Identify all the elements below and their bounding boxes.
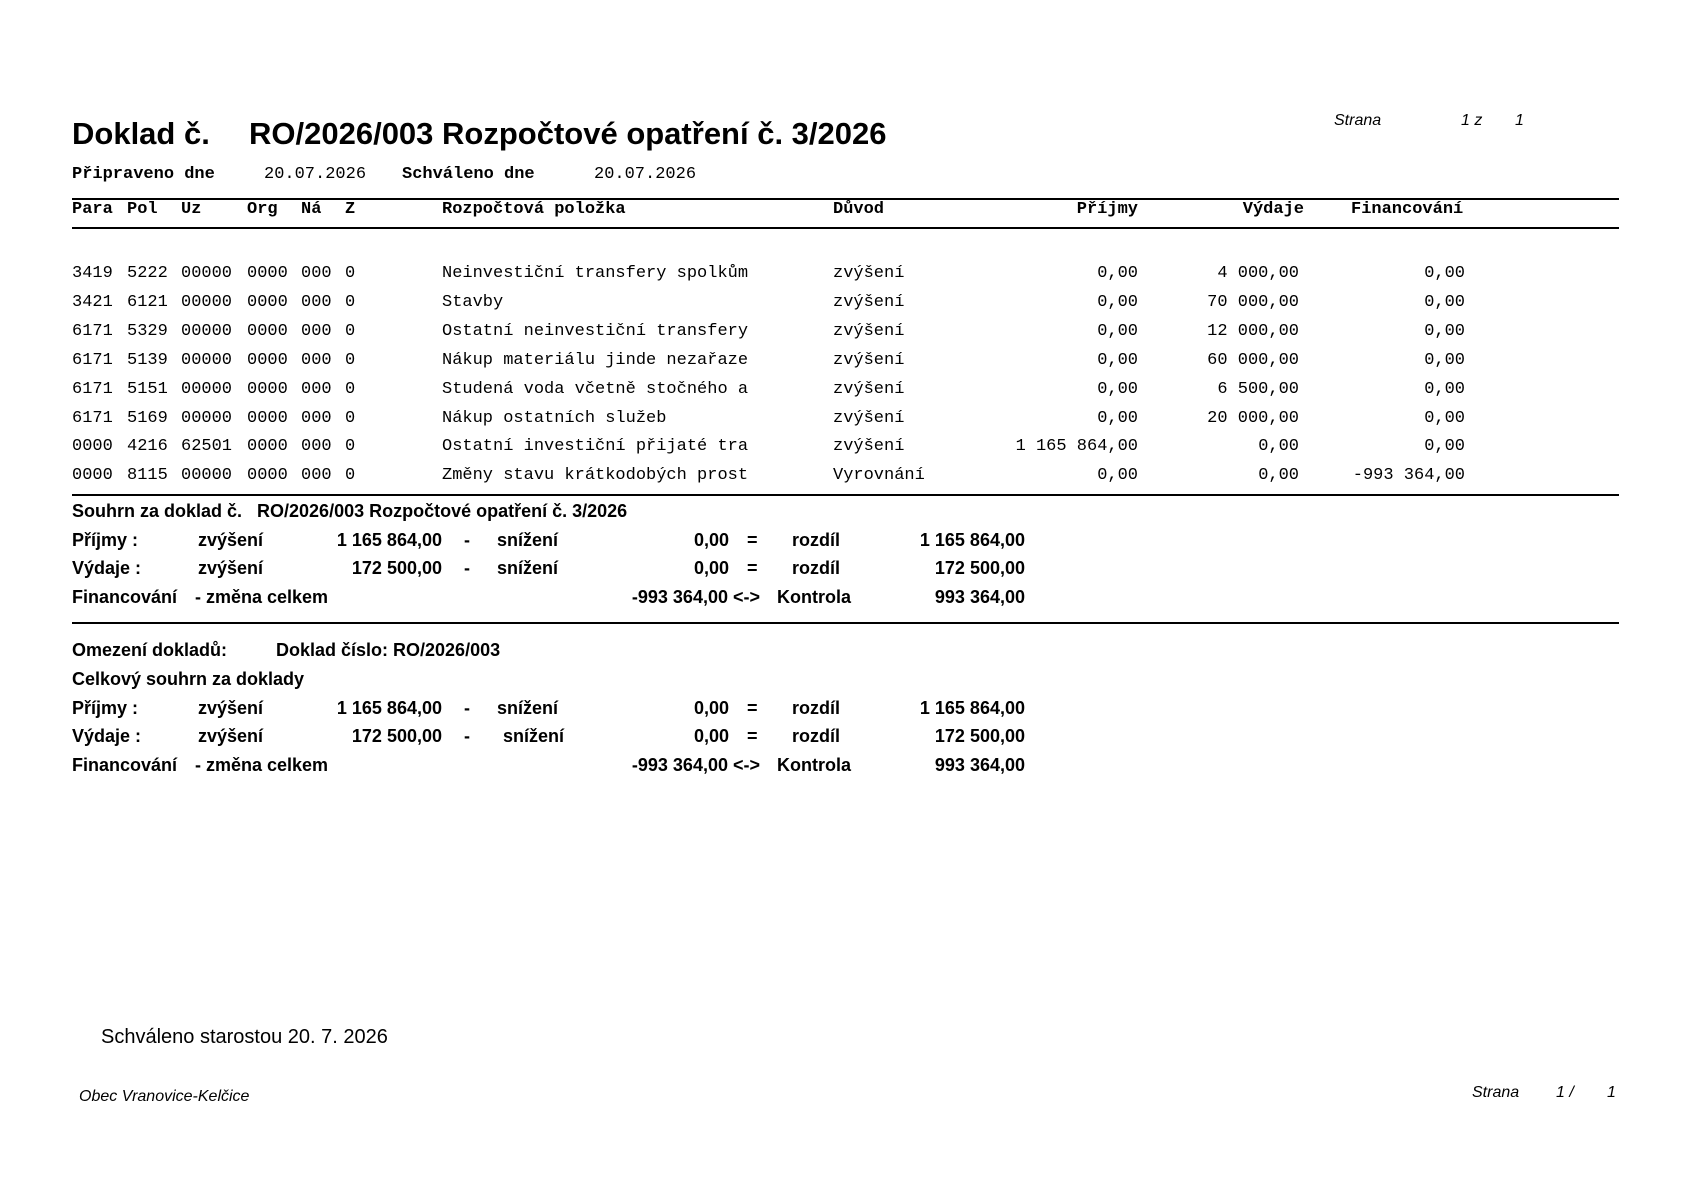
limit-label: Omezení dokladů: — [72, 640, 228, 660]
cell-z: 0 — [345, 409, 356, 428]
cell-reason: zvýšení — [833, 322, 905, 341]
cell-financing: 0,00 — [1424, 437, 1465, 456]
summary-income-minus: - — [464, 530, 470, 550]
footer-page-label: Strana — [1472, 1084, 1520, 1101]
summary-expense-inc: 172 500,00 — [351, 558, 442, 578]
cell-expense: 70 000,00 — [1207, 293, 1299, 312]
cell-income: 0,00 — [1097, 293, 1138, 312]
page-total: 1 — [1515, 112, 1524, 129]
total-expense-dec: 0,00 — [693, 726, 729, 746]
table-bottom-rule — [72, 494, 1619, 496]
total-heading: Celkový souhrn za doklady — [72, 669, 305, 689]
summary-income-inc: 1 165 864,00 — [336, 530, 442, 550]
total-expense-minus: - — [464, 726, 470, 746]
total-expense-label: Výdaje : — [72, 726, 142, 746]
total-income-diff: 1 165 864,00 — [919, 698, 1025, 718]
cell-uz: 00000 — [181, 293, 233, 312]
summary-expense-inc-label: zvýšení — [198, 558, 264, 578]
total-income-dec-label: snížení — [497, 698, 559, 718]
cell-expense: 12 000,00 — [1207, 322, 1299, 341]
summary-financing-value: -993 364,00 <-> — [631, 587, 760, 607]
summary-income-label: Příjmy : — [72, 530, 139, 550]
cell-item: Nákup ostatních služeb — [442, 409, 667, 428]
cell-income: 0,00 — [1097, 264, 1138, 283]
cell-pol: 5151 — [127, 380, 168, 399]
cell-uz: 00000 — [181, 351, 233, 370]
col-reason: Důvod — [833, 200, 885, 219]
cell-financing: 0,00 — [1424, 264, 1465, 283]
approved-label: Schváleno dne — [402, 165, 535, 184]
cell-na: 000 — [301, 264, 332, 283]
cell-income: 0,00 — [1097, 351, 1138, 370]
cell-org: 0000 — [247, 293, 288, 312]
cell-pol: 6121 — [127, 293, 168, 312]
cell-z: 0 — [345, 351, 356, 370]
limit-value: Doklad číslo: RO/2026/003 — [276, 640, 501, 660]
cell-na: 000 — [301, 351, 332, 370]
cell-reason: zvýšení — [833, 437, 905, 456]
document-title: RO/2026/003 Rozpočtové opatření č. 3/2026 — [249, 116, 887, 151]
summary-income-dec: 0,00 — [693, 530, 729, 550]
cell-pol: 8115 — [127, 466, 168, 485]
cell-financing: 0,00 — [1424, 409, 1465, 428]
cell-z: 0 — [345, 466, 356, 485]
cell-uz: 00000 — [181, 380, 233, 399]
cell-reason: zvýšení — [833, 351, 905, 370]
total-financing-check: 993 364,00 — [934, 755, 1025, 775]
summary-expense-diff: 172 500,00 — [934, 558, 1025, 578]
cell-para: 3421 — [72, 293, 113, 312]
total-expense-inc: 172 500,00 — [351, 726, 442, 746]
cell-org: 0000 — [247, 322, 288, 341]
cell-income: 0,00 — [1097, 380, 1138, 399]
cell-pol: 5222 — [127, 264, 168, 283]
cell-item: Ostatní investiční přijaté tra — [442, 437, 749, 456]
cell-item: Stavby — [442, 293, 504, 312]
cell-para: 0000 — [72, 437, 113, 456]
total-income-diff-label: rozdíl — [792, 698, 840, 718]
cell-uz: 00000 — [181, 264, 233, 283]
cell-para: 6171 — [72, 351, 113, 370]
total-income-dec: 0,00 — [693, 698, 729, 718]
summary-bottom-rule — [72, 622, 1619, 624]
document-title-prefix: Doklad č. — [72, 116, 210, 151]
cell-org: 0000 — [247, 409, 288, 428]
page-number: 1 z — [1461, 112, 1483, 129]
total-financing-value: -993 364,00 <-> — [631, 755, 760, 775]
cell-item: Nákup materiálu jinde nezařaze — [442, 351, 749, 370]
cell-expense: 4 000,00 — [1217, 264, 1299, 283]
cell-income: 1 165 864,00 — [1015, 437, 1138, 456]
cell-org: 0000 — [247, 264, 288, 283]
summary-financing-check: 993 364,00 — [934, 587, 1025, 607]
cell-expense: 0,00 — [1258, 466, 1299, 485]
summary-financing-label: Financování — [72, 587, 178, 607]
summary-heading: Souhrn za doklad č. RO/2026/003 Rozpočtové opatření č. 3/2026 — [72, 501, 628, 521]
summary-income-inc-label: zvýšení — [198, 530, 264, 550]
cell-reason: Vyrovnání — [833, 466, 925, 485]
col-para: Para — [72, 200, 113, 219]
cell-pol: 5139 — [127, 351, 168, 370]
cell-income: 0,00 — [1097, 322, 1138, 341]
total-financing-label: Financování — [72, 755, 178, 775]
cell-z: 0 — [345, 322, 356, 341]
cell-para: 0000 — [72, 466, 113, 485]
approval-note: Schváleno starostou 20. 7. 2026 — [101, 1026, 388, 1048]
col-uz: Uz — [181, 200, 202, 219]
cell-na: 000 — [301, 380, 332, 399]
summary-financing-check-label: Kontrola — [777, 587, 851, 607]
summary-expense-dec-label: snížení — [497, 558, 559, 578]
summary-expense-label: Výdaje : — [72, 558, 142, 578]
cell-para: 6171 — [72, 409, 113, 428]
cell-financing: -993 364,00 — [1352, 466, 1465, 485]
total-income-minus: - — [464, 698, 470, 718]
cell-expense: 20 000,00 — [1207, 409, 1299, 428]
cell-item: Ostatní neinvestiční transfery — [442, 322, 749, 341]
approved-date: 20.07.2026 — [594, 165, 697, 184]
cell-uz: 00000 — [181, 322, 233, 341]
col-income: Příjmy — [1076, 200, 1138, 219]
cell-z: 0 — [345, 264, 356, 283]
summary-income-diff-label: rozdíl — [792, 530, 840, 550]
summary-expense-diff-label: rozdíl — [792, 558, 840, 578]
cell-na: 000 — [301, 322, 332, 341]
cell-z: 0 — [345, 293, 356, 312]
footer-page-number: 1 / — [1556, 1084, 1574, 1101]
cell-pol: 5329 — [127, 322, 168, 341]
total-financing-change-label: - změna celkem — [195, 755, 329, 775]
cell-z: 0 — [345, 437, 356, 456]
cell-reason: zvýšení — [833, 380, 905, 399]
cell-para: 6171 — [72, 380, 113, 399]
cell-item: Neinvestiční transfery spolkům — [442, 264, 749, 283]
footer-page-total: 1 — [1607, 1084, 1616, 1101]
cell-financing: 0,00 — [1424, 351, 1465, 370]
cell-z: 0 — [345, 380, 356, 399]
col-item: Rozpočtová položka — [442, 200, 626, 219]
summary-income-eq: = — [747, 530, 758, 550]
cell-expense: 6 500,00 — [1217, 380, 1299, 399]
cell-na: 000 — [301, 293, 332, 312]
total-expense-diff: 172 500,00 — [934, 726, 1025, 746]
cell-org: 0000 — [247, 437, 288, 456]
cell-financing: 0,00 — [1424, 322, 1465, 341]
summary-expense-dec: 0,00 — [693, 558, 729, 578]
cell-reason: zvýšení — [833, 264, 905, 283]
total-income-eq: = — [747, 698, 758, 718]
cell-item: Změny stavu krátkodobých prost — [442, 466, 749, 485]
cell-reason: zvýšení — [833, 409, 905, 428]
total-income-label: Příjmy : — [72, 698, 139, 718]
cell-expense: 60 000,00 — [1207, 351, 1299, 370]
summary-financing-change-label: - změna celkem — [195, 587, 329, 607]
total-income-inc-label: zvýšení — [198, 698, 264, 718]
cell-uz: 00000 — [181, 409, 233, 428]
cell-financing: 0,00 — [1424, 380, 1465, 399]
footer-organization: Obec Vranovice-Kelčice — [79, 1088, 250, 1105]
cell-expense: 0,00 — [1258, 437, 1299, 456]
cell-org: 0000 — [247, 466, 288, 485]
total-expense-diff-label: rozdíl — [792, 726, 840, 746]
col-org: Org — [247, 200, 278, 219]
col-financing: Financování — [1351, 200, 1464, 219]
summary-expense-eq: = — [747, 558, 758, 578]
page-label: Strana — [1334, 112, 1382, 129]
total-income-inc: 1 165 864,00 — [336, 698, 442, 718]
cell-income: 0,00 — [1097, 409, 1138, 428]
col-z: Z — [345, 200, 356, 219]
cell-uz: 62501 — [181, 437, 233, 456]
cell-na: 000 — [301, 409, 332, 428]
summary-income-diff: 1 165 864,00 — [919, 530, 1025, 550]
cell-na: 000 — [301, 437, 332, 456]
col-expense: Výdaje — [1242, 200, 1304, 219]
header-bottom-rule — [72, 227, 1619, 229]
cell-org: 0000 — [247, 351, 288, 370]
prepared-label: Připraveno dne — [72, 165, 215, 184]
summary-income-dec-label: snížení — [497, 530, 559, 550]
cell-org: 0000 — [247, 380, 288, 399]
summary-expense-minus: - — [464, 558, 470, 578]
total-expense-inc-label: zvýšení — [198, 726, 264, 746]
total-financing-check-label: Kontrola — [777, 755, 851, 775]
cell-income: 0,00 — [1097, 466, 1138, 485]
cell-reason: zvýšení — [833, 293, 905, 312]
col-na: Ná — [301, 200, 322, 219]
cell-item: Studená voda včetně stočného a — [442, 380, 749, 399]
cell-financing: 0,00 — [1424, 293, 1465, 312]
total-expense-dec-label: snížení — [503, 726, 565, 746]
cell-pol: 4216 — [127, 437, 168, 456]
cell-pol: 5169 — [127, 409, 168, 428]
col-pol: Pol — [127, 200, 158, 219]
cell-na: 000 — [301, 466, 332, 485]
cell-para: 6171 — [72, 322, 113, 341]
total-expense-eq: = — [747, 726, 758, 746]
cell-uz: 00000 — [181, 466, 233, 485]
cell-para: 3419 — [72, 264, 113, 283]
prepared-date: 20.07.2026 — [264, 165, 367, 184]
